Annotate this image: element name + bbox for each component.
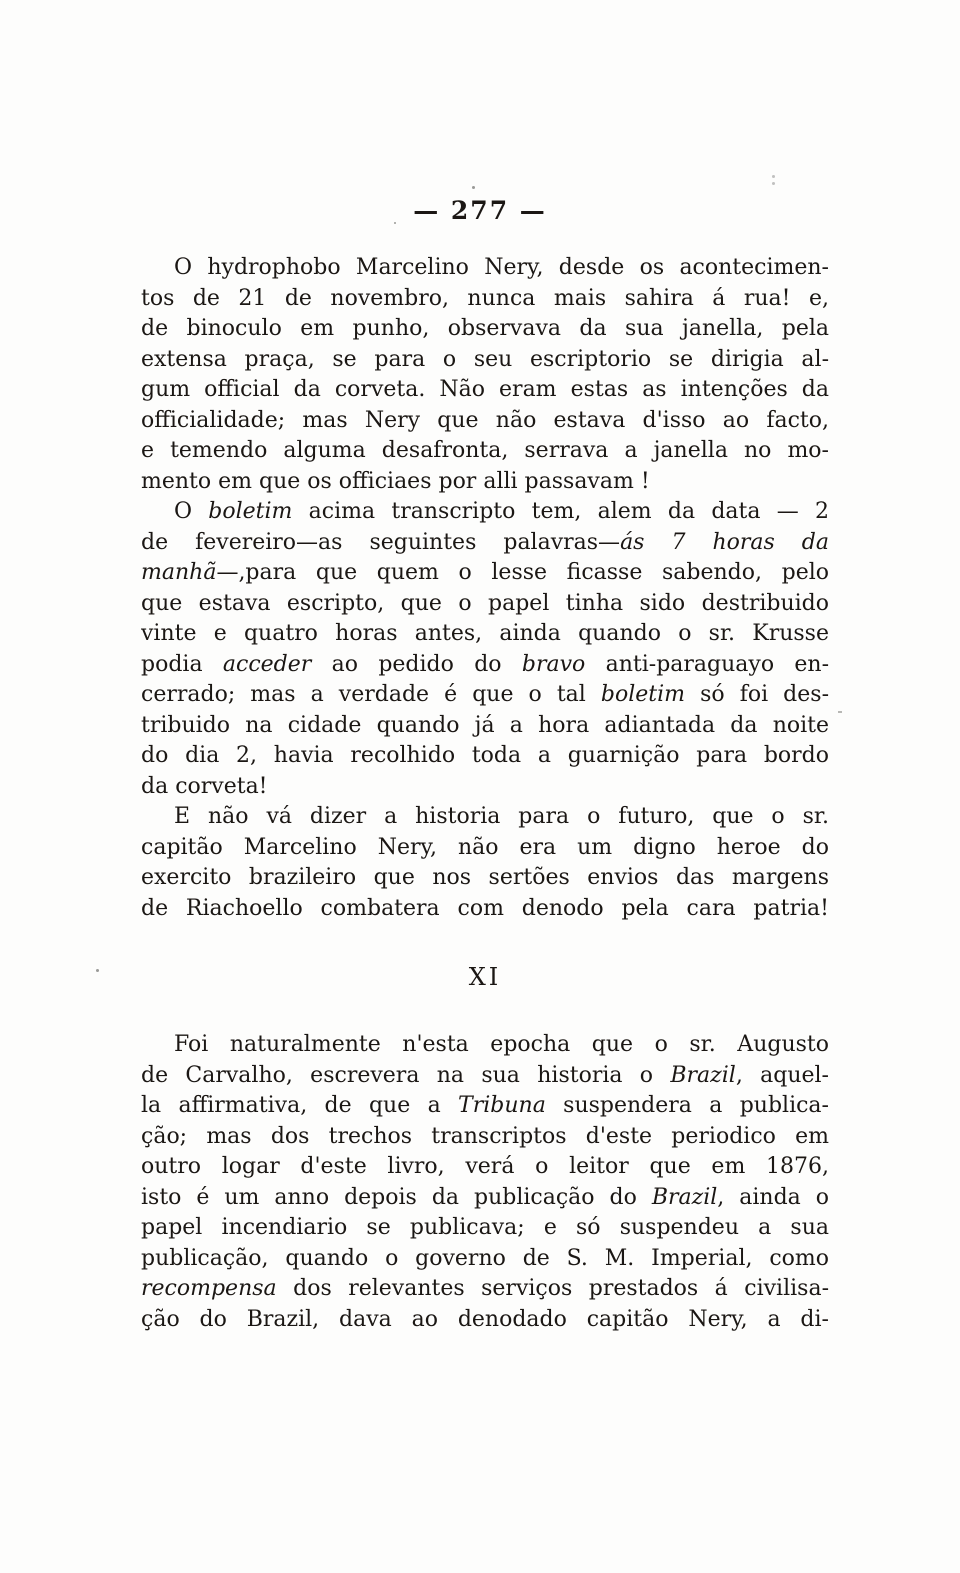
text-line: que estava escripto, que o papel tinha sido destribuido [141,590,829,616]
text-line: vinte e quatro horas antes, ainda quando o sr. Krusse [141,621,829,646]
text-line: officialidade; mas Nery que não estava d'isso ao facto, [141,407,829,433]
paragraph [141,1030,829,1335]
text-line: E não vá dizer a historia para o futuro, que o sr. [174,804,829,829]
scan-speck [772,182,775,185]
text-line: tos de 21 de novembro, nunca mais sahira á rua! e, [141,285,829,311]
text-line: cerrado; mas a verdade é que o tal boletim só foi des- [141,682,829,707]
text-line: de binoculo em punho, observava da sua janella, pela [141,316,829,341]
text-line: e temendo alguma desafronta, serrava a janella no mo- [141,438,829,463]
page-number: — 277 — [413,196,547,225]
text-line: Foi naturalmente n'esta epocha que o sr. Augusto [174,1032,829,1057]
text-line: capitão Marcelino Nery, não era um digno heroe do [141,834,829,860]
scan-speck [472,186,475,189]
text-block [141,253,829,1335]
text-line: tribuido na cidade quando já a hora adiantada da noite [141,712,829,738]
paragraph [141,802,829,924]
text-line: extensa praça, se para o seu escriptorio se dirigia al- [141,346,829,372]
text-line: la affirmativa, de que a Tribuna suspendera a publica- [141,1093,829,1118]
text-line: ção; mas dos trechos transcriptos d'este periodico em [141,1123,829,1149]
scan-speck [772,175,775,178]
text-line: outro logar d'este livro, verá o leitor que em 1876, [141,1154,829,1179]
text-line: gum official da corveta. Não eram estas as intenções da [141,377,829,402]
text-line: de Riachoello combatera com denodo pela cara patria! [141,895,829,921]
text-line: O boletim acima transcripto tem, alem da data — 2 [174,499,829,524]
text-line: exercito brazileiro que nos sertões envios das margens [141,865,829,890]
text-line: do dia 2, havia recolhido toda a guarnição para bordo [141,743,829,768]
scan-speck [96,969,99,972]
text-line: O hydrophobo Marcelino Nery, desde os acontecimen- [174,255,829,280]
paragraph [141,253,829,497]
text-line: de Carvalho, escrevera na sua historia o Brazil, aquel- [141,1062,829,1088]
scan-speck [394,222,396,224]
text-line: isto é um anno depois da publicação do Brazil, ainda o [141,1184,829,1210]
text-line: ção do Brazil, dava ao denodado capitão Nery, a di- [141,1306,829,1332]
text-line: podia acceder ao pedido do bravo anti-paraguayo en- [141,651,829,677]
section-heading: XI [468,963,502,991]
text-line: de fevereiro—as seguintes palavras—ás 7 horas da [141,529,829,555]
text-line: papel incendiario se publicava; e só suspendeu a sua [141,1215,829,1240]
scan-speck [838,711,842,713]
text-line: da corveta! [141,773,268,799]
paragraph [141,497,829,802]
text-line: publicação, quando o governo de S. M. Imperial, como [141,1245,829,1271]
text-line: recompensa dos relevantes serviços prestados á civilisa- [141,1276,829,1301]
text-line: mento em que os officiaes por alli passavam ! [141,468,650,494]
text-line: manhã—,para que quem o lesse ficasse sabendo, pelo [141,560,829,585]
